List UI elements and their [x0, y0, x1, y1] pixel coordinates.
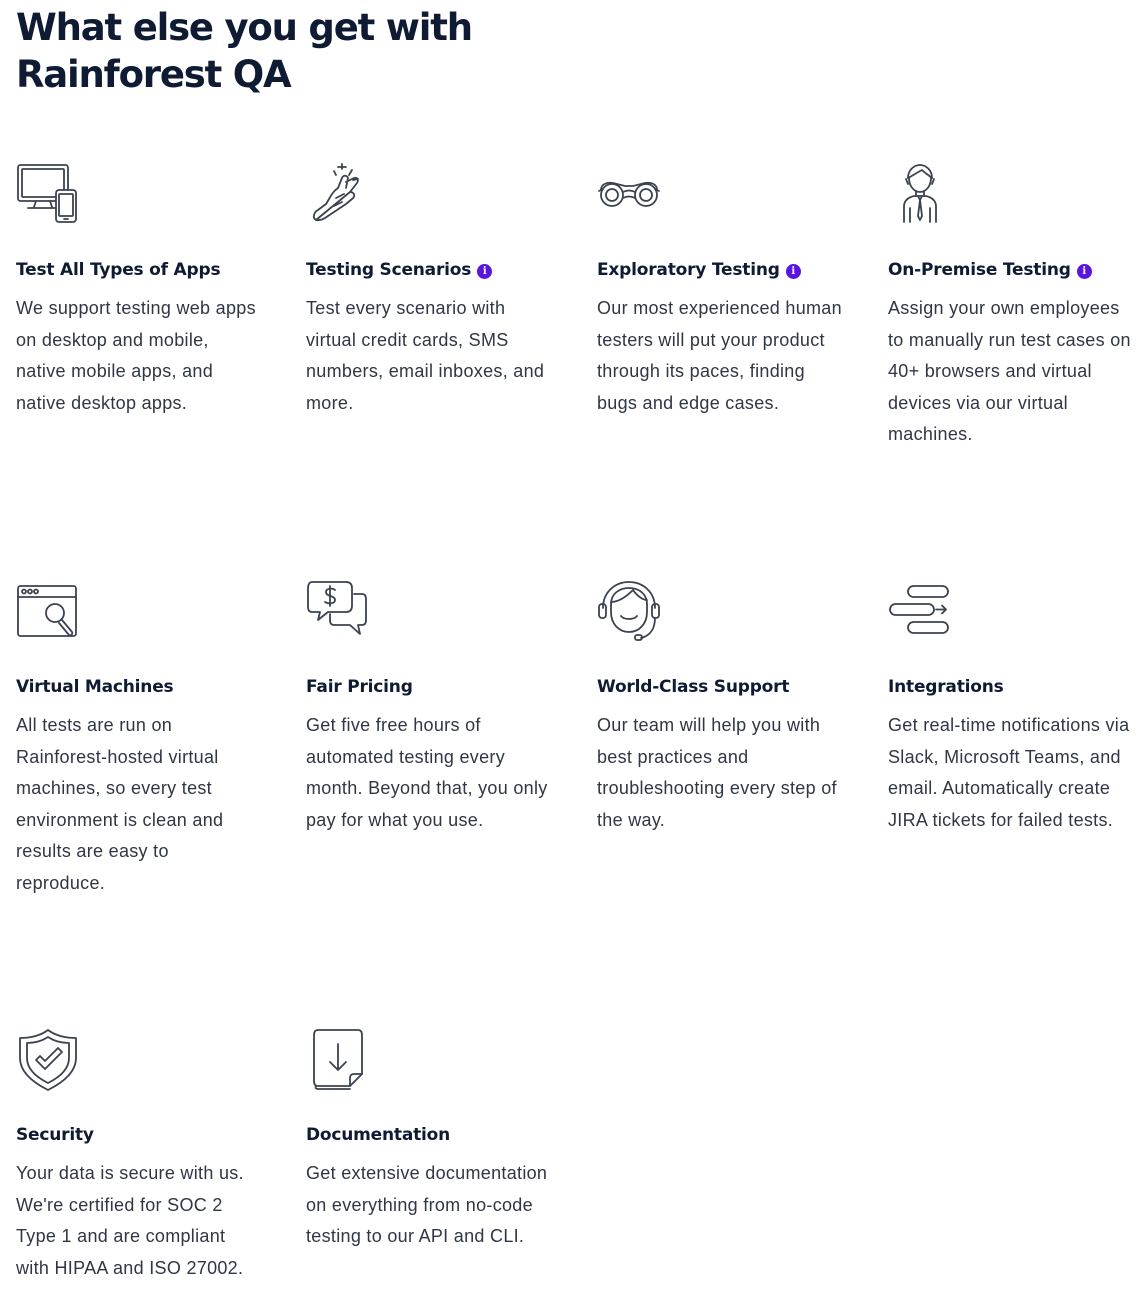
feature-description: All tests are run on Rainforest-hosted virtual machines, so every test environment is clean and results are easy to reproduce. [16, 715, 224, 893]
feature-description: Our team will help you with best practices and troubleshooting every step of the way. [597, 715, 837, 830]
feature-description: Assign your own employees to manually run test cases on 40+ browsers and virtual devices via our virtual machines. [888, 298, 1131, 444]
feature-title: World-Class Support [597, 677, 790, 697]
feature-description: Our most experienced human testers will put your product through its paces, finding bugs and edge cases. [597, 298, 842, 413]
chat-bubbles-dollar-icon [306, 580, 370, 644]
feature-title: Test All Types of Apps [16, 260, 221, 280]
page-title-line-1: What else you get with [16, 6, 472, 49]
document-download-icon [306, 1028, 370, 1092]
feature-description: Get extensive documentation on everything from no-code testing to our API and CLI. [306, 1163, 548, 1246]
feature-description: We support testing web apps on desktop and mobile, native mobile apps, and native desktop apps. [16, 298, 256, 413]
info-icon[interactable]: i [1077, 264, 1092, 279]
feature-title: On-Premise Testing i [888, 259, 1092, 281]
shield-check-icon [16, 1028, 80, 1092]
browser-magnifier-icon [16, 580, 80, 644]
feature-description: Get five free hours of automated testing every month. Beyond that, you only pay for what you use. [306, 715, 548, 830]
binoculars-icon [597, 162, 661, 226]
feature-title: Security [16, 1125, 94, 1145]
page-title-line-2: Rainforest QA [16, 53, 291, 96]
info-icon[interactable]: i [786, 264, 801, 279]
info-icon[interactable]: i [477, 264, 492, 279]
feature-title: Fair Pricing [306, 677, 413, 697]
feature-title: Virtual Machines [16, 677, 174, 697]
page-title [16, 4, 576, 98]
feature-description: Get real-time notifications via Slack, Microsoft Teams, and email. Automatically create JIRA tickets for failed tests. [888, 715, 1130, 830]
hand-fingers-crossed-icon [306, 162, 370, 226]
feature-title: Exploratory Testing i [597, 259, 801, 281]
feature-description: Your data is secure with us. We're certified for SOC 2 Type 1 and are compliant with HIPAA and ISO 27002. [16, 1163, 244, 1278]
feature-title: Documentation [306, 1125, 451, 1145]
devices-icon [16, 162, 80, 226]
headset-person-icon [597, 580, 661, 644]
person-tie-icon [888, 162, 952, 226]
feature-title: Testing Scenarios i [306, 259, 492, 281]
integration-bars-icon [888, 580, 952, 644]
feature-description: Test every scenario with virtual credit cards, SMS numbers, email inboxes, and more. [306, 298, 545, 413]
feature-title: Integrations [888, 677, 1004, 697]
